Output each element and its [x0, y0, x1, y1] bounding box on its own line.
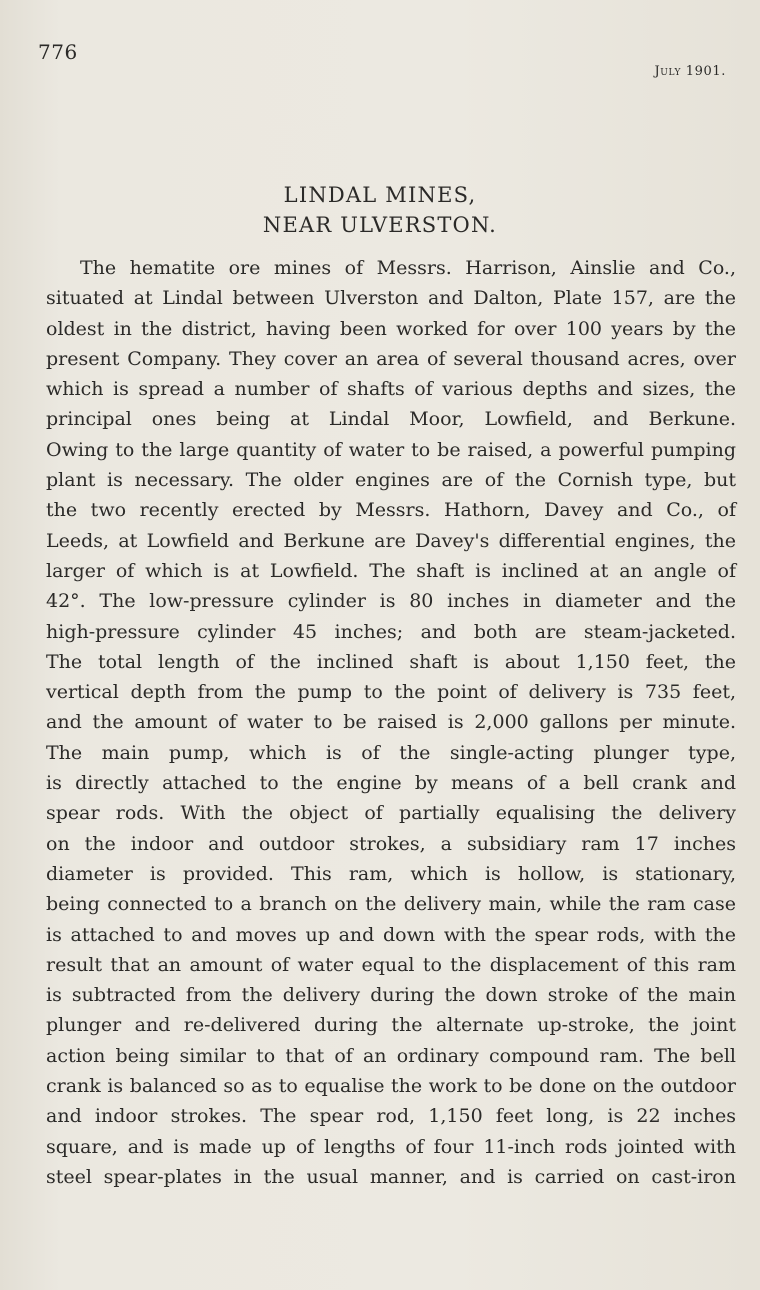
text-line: is attached to and moves up and down with the spear rods, with the — [46, 923, 736, 946]
text-line: Leeds, at Lowfield and Berkune are Davey's differential engines, the — [46, 529, 736, 552]
text-line: and the amount of water to be raised is 2,000 gallons per minute. — [46, 711, 736, 734]
text-line: square, and is made up of lengths of four 11-inch rods jointed with — [46, 1135, 736, 1158]
text-line: larger of which is at Lowfield. The shaft is inclined at an angle of — [46, 559, 736, 582]
text-line: crank is balanced so as to equalise the work to be done on the outdoor — [46, 1075, 736, 1098]
text-line: the two recently erected by Messrs. Hathorn, Davey and Co., of — [46, 499, 736, 522]
text-line: vertical depth from the pump to the point of delivery is 735 feet, — [46, 681, 736, 704]
text-line: diameter is provided. This ram, which is hollow, is stationary, — [46, 862, 736, 885]
text-line: high-pressure cylinder 45 inches; and both are steam-jacketed. — [46, 620, 736, 643]
text-line: which is spread a number of shafts of various depths and sizes, the — [46, 378, 736, 401]
text-line: is directly attached to the engine by means of a bell crank and — [46, 772, 736, 795]
text-line: The total length of the inclined shaft is about 1,150 feet, the — [46, 650, 736, 673]
text-line: Owing to the large quantity of water to be raised, a powerful pumping — [46, 438, 736, 461]
text-line: is subtracted from the delivery during the down stroke of the main — [46, 984, 736, 1007]
text-line: on the indoor and outdoor strokes, a subsidiary ram 17 inches — [46, 832, 736, 855]
text-line: oldest in the district, having been worked for over 100 years by the — [46, 317, 736, 340]
running-head-date: July 1901. — [654, 64, 726, 79]
text-line: principal ones being at Lindal Moor, Lowfield, and Berkune. — [46, 408, 736, 431]
text-line: action being similar to that of an ordinary compound ram. The bell — [46, 1044, 736, 1067]
text-line: result that an amount of water equal to the displacement of this ram — [46, 953, 736, 976]
page-number: 776 — [38, 40, 78, 64]
text-line: The hematite ore mines of Messrs. Harrison, Ainslie and Co., — [80, 257, 736, 279]
text-line: steel spear-plates in the usual manner, and is carried on cast-iron — [46, 1165, 736, 1188]
text-line: The main pump, which is of the single-acting plunger type, — [46, 741, 736, 764]
text-line: plunger and re-delivered during the alternate up-stroke, the joint — [46, 1014, 736, 1037]
article-title-line-2: NEAR ULVERSTON. — [262, 213, 498, 237]
text-line: and indoor strokes. The spear rod, 1,150 feet long, is 22 inches — [46, 1105, 736, 1128]
text-line: spear rods. With the object of partially equalising the delivery — [46, 802, 736, 825]
text-line: present Company. They cover an area of several thousand acres, over — [46, 347, 736, 370]
article-title-line-1: LINDAL MINES, — [283, 183, 477, 207]
text-line: plant is necessary. The older engines are of the Cornish type, but — [46, 469, 736, 492]
text-line: situated at Lindal between Ulverston and Dalton, Plate 157, are the — [46, 287, 736, 310]
text-line: 42°. The low-pressure cylinder is 80 inches in diameter and the — [46, 590, 736, 613]
article-body — [46, 253, 736, 1192]
text-line: being connected to a branch on the delivery main, while the ram case — [46, 893, 736, 916]
